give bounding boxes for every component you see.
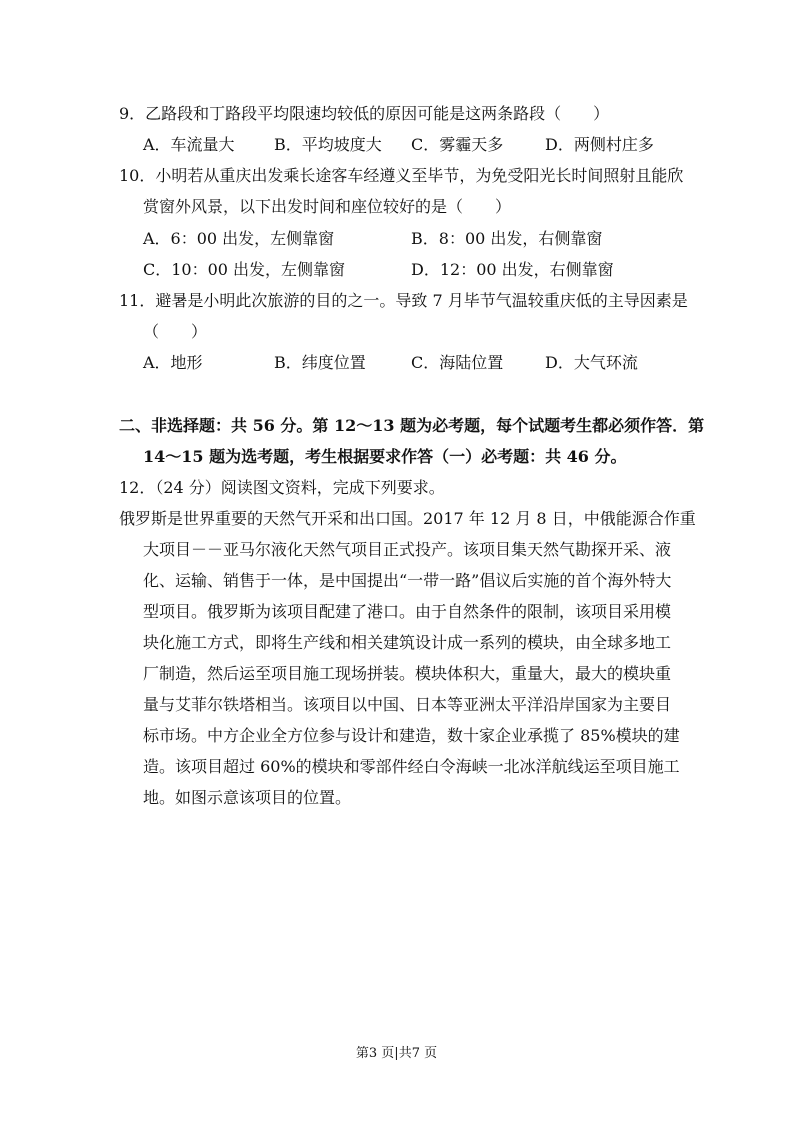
section-2-heading-line1: 二、非选择题：共 56 分。第 12～13 题为必考题，每个试题考生都必须作答．第 <box>119 416 705 435</box>
passage-line: 大项目－－亚马尔液化天然气项目正式投产。该项目集天然气勘探开采、液 <box>143 540 672 559</box>
question-10-option-d: D．12：00 出发，右侧靠窗 <box>411 260 614 279</box>
question-10-option-c: C．10：00 出发，左侧靠窗 <box>143 260 346 279</box>
question-11-stem-line1: 11．避暑是小明此次旅游的目的之一。导致 7 月毕节气温较重庆低的主导因素是 <box>119 291 688 310</box>
passage-line: 俄罗斯是世界重要的天然气开采和出口国。2017 年 12 月 8 日，中俄能源合作重 <box>119 509 696 528</box>
question-10-stem-line1: 10．小明若从重庆出发乘长途客车经遵义至毕节，为免受阳光长时间照射且能欣 <box>119 166 684 185</box>
question-10-option-a: A．6：00 出发，左侧靠窗 <box>143 229 335 248</box>
passage-line: 地。如图示意该项目的位置。 <box>143 788 352 807</box>
question-11-option-d: D．大气环流 <box>545 353 638 372</box>
question-10-stem-line2: 赏窗外风景，以下出发时间和座位较好的是（ ） <box>143 197 512 216</box>
question-9-option-a: A．车流量大 <box>143 135 235 154</box>
passage-line: 造。该项目超过 60%的模块和零部件经白令海峡一北冰洋航线运至项目施工 <box>143 757 680 776</box>
passage-line: 量与艾菲尔铁塔相当。该项目以中国、日本等亚洲太平洋沿岸国家为主要目 <box>143 695 672 714</box>
question-11-stem-line2: （ ） <box>143 322 208 341</box>
question-10-option-b: B．8：00 出发，右侧靠窗 <box>411 229 603 248</box>
passage-line: 化、运输、销售于一体，是中国提出“一带一路”倡议后实施的首个海外特大 <box>143 571 672 590</box>
question-9-option-d: D．两侧村庄多 <box>545 135 654 154</box>
question-11-option-b: B．纬度位置 <box>274 353 366 372</box>
question-11-option-c: C．海陆位置 <box>411 353 504 372</box>
passage-line: 厂制造，然后运至项目施工现场拼装。模块体积大，重量大，最大的模块重 <box>143 664 672 683</box>
section-2-heading-line2: 14～15 题为选考题，考生根据要求作答（一）必考题：共 46 分。 <box>143 447 627 466</box>
passage-line: 型项目。俄罗斯为该项目配建了港口。由于自然条件的限制，该项目采用模 <box>143 602 672 621</box>
question-9-stem: 9．乙路段和丁路段平均限速均较低的原因可能是这两条路段（ ） <box>119 104 610 123</box>
passage-line: 标市场。中方企业全方位参与设计和建造，数十家企业承揽了 85%模块的建 <box>143 726 680 745</box>
question-9-option-b: B．平均坡度大 <box>274 135 382 154</box>
question-12-stem: 12．（24 分）阅读图文资料，完成下列要求。 <box>119 478 445 497</box>
passage-line: 块化施工方式，即将生产线和相关建筑设计成一系列的模块，由全球多地工 <box>143 633 672 652</box>
page-number-footer: 第3 页|共7 页 <box>355 1046 438 1061</box>
question-9-option-c: C．雾霾天多 <box>411 135 504 154</box>
question-11-option-a: A．地形 <box>143 353 203 372</box>
